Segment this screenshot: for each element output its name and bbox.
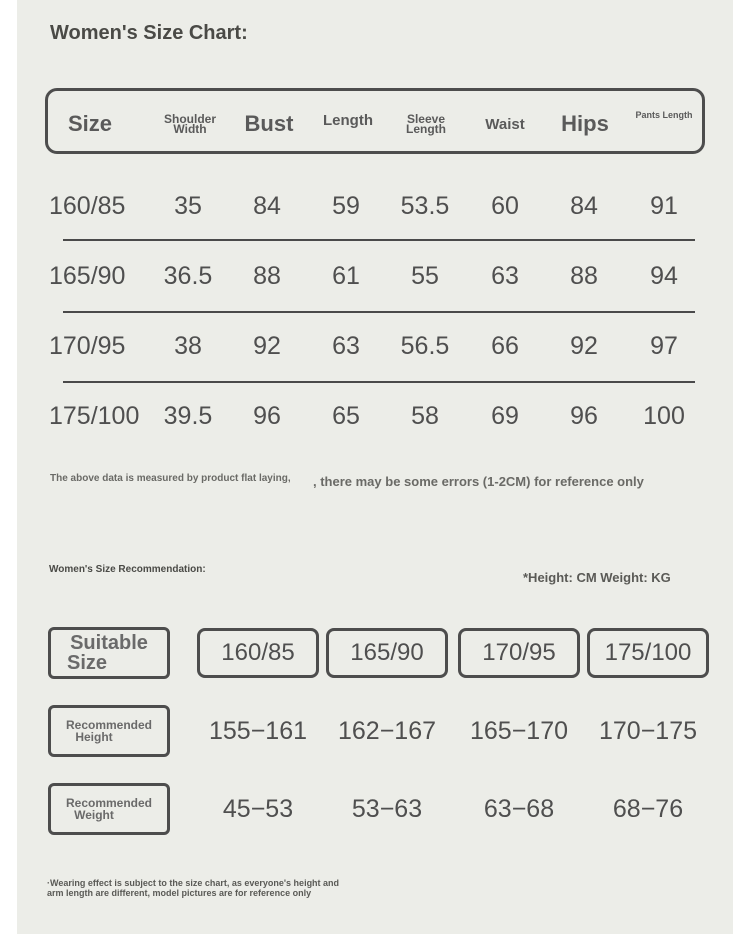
recommended-height-label (48, 705, 170, 757)
table-cell: 165/90 (49, 261, 126, 290)
weight-line2: Weight (74, 808, 114, 822)
table-cell: 84 (253, 191, 281, 220)
table-cell: 53.5 (400, 191, 450, 220)
recommended-height: 170−175 (598, 716, 698, 745)
size-option: 160/85 (197, 628, 319, 678)
table-cell: 84 (570, 191, 598, 220)
table-cell: 96 (570, 401, 598, 430)
table-cell: 91 (650, 191, 678, 220)
table-cell: 63 (491, 261, 519, 290)
table-cell: 39.5 (163, 401, 213, 430)
header-hips: Hips (561, 111, 609, 136)
recommended-weight-label (48, 783, 170, 835)
footer-line1: ·Wearing effect is subject to the size chart, as everyone's height and (47, 878, 340, 888)
table-cell: 55 (411, 261, 439, 290)
suitable-line1: Suitable (70, 632, 148, 654)
size-option: 175/100 (587, 628, 709, 678)
table-cell: 92 (570, 331, 598, 360)
footer-disclaimer (47, 878, 339, 898)
table-cell: 66 (491, 331, 519, 360)
table-cell: 35 (174, 191, 202, 220)
table-cell: 38 (174, 331, 202, 360)
size-option: 170/95 (458, 628, 580, 678)
height-line2: Height (75, 730, 113, 744)
header-size: Size (67, 111, 113, 136)
table-row (0, 396, 750, 436)
suitable-line2: Size (66, 652, 108, 674)
recommended-height: 155−161 (208, 716, 308, 745)
height-line1: Recommended (65, 718, 153, 732)
header-bust: Bust (244, 111, 294, 136)
chart-title: Women's Size Chart: (50, 22, 248, 44)
table-cell: 61 (332, 261, 360, 290)
header-sleeve-line1: Sleeve (406, 112, 446, 126)
table-cell: 175/100 (49, 401, 140, 430)
table-cell: 92 (253, 331, 281, 360)
table-cell: 88 (253, 261, 281, 290)
table-cell: 58 (411, 401, 439, 430)
header-length: Length (323, 112, 373, 129)
recommended-weight: 53−63 (351, 794, 423, 823)
table-cell: 94 (650, 261, 678, 290)
suitable-size-label (48, 627, 170, 679)
recommended-weight: 45−53 (222, 794, 294, 823)
table-row (0, 186, 750, 226)
table-row (0, 326, 750, 366)
table-cell: 63 (332, 331, 360, 360)
recommended-height: 165−170 (469, 716, 569, 745)
table-cell: 59 (332, 191, 360, 220)
table-cell: 96 (253, 401, 281, 430)
table-row (0, 256, 750, 296)
header-shoulder-line1: Shoulder (163, 112, 216, 126)
weight-line1: Recommended (65, 796, 153, 810)
row-divider (63, 311, 695, 313)
recommended-weight: 68−76 (612, 794, 684, 823)
table-cell: 69 (491, 401, 519, 430)
table-cell: 65 (332, 401, 360, 430)
table-cell: 160/85 (49, 191, 126, 220)
header-pants-length: Pants Length (635, 110, 693, 120)
recommendation-title: Women's Size Recommendation: (49, 564, 206, 575)
error-note: , there may be some errors (1-2CM) for reference only (313, 474, 644, 489)
header-sleeve-line2: Length (406, 122, 446, 136)
row-divider (63, 381, 695, 383)
table-cell: 56.5 (400, 331, 450, 360)
footer-line2: arm length are different, model pictures are for reference only (47, 888, 312, 898)
header-shoulder-line2: Width (173, 122, 207, 136)
size-option: 165/90 (326, 628, 448, 678)
row-divider (63, 239, 695, 241)
table-cell: 100 (643, 401, 685, 430)
header-shoulder-width (150, 91, 230, 157)
table-cell: 170/95 (49, 331, 126, 360)
table-cell: 97 (650, 331, 678, 360)
recommended-weight: 63−68 (483, 794, 555, 823)
units-note: *Height: CM Weight: KG (523, 570, 671, 585)
header-waist: Waist (485, 115, 525, 133)
recommended-height: 162−167 (337, 716, 437, 745)
header-sleeve-length (386, 91, 466, 157)
table-header (45, 88, 705, 154)
table-cell: 60 (491, 191, 519, 220)
table-cell: 36.5 (163, 261, 213, 290)
measurement-note: The above data is measured by product flat laying, (50, 473, 291, 484)
table-cell: 88 (570, 261, 598, 290)
